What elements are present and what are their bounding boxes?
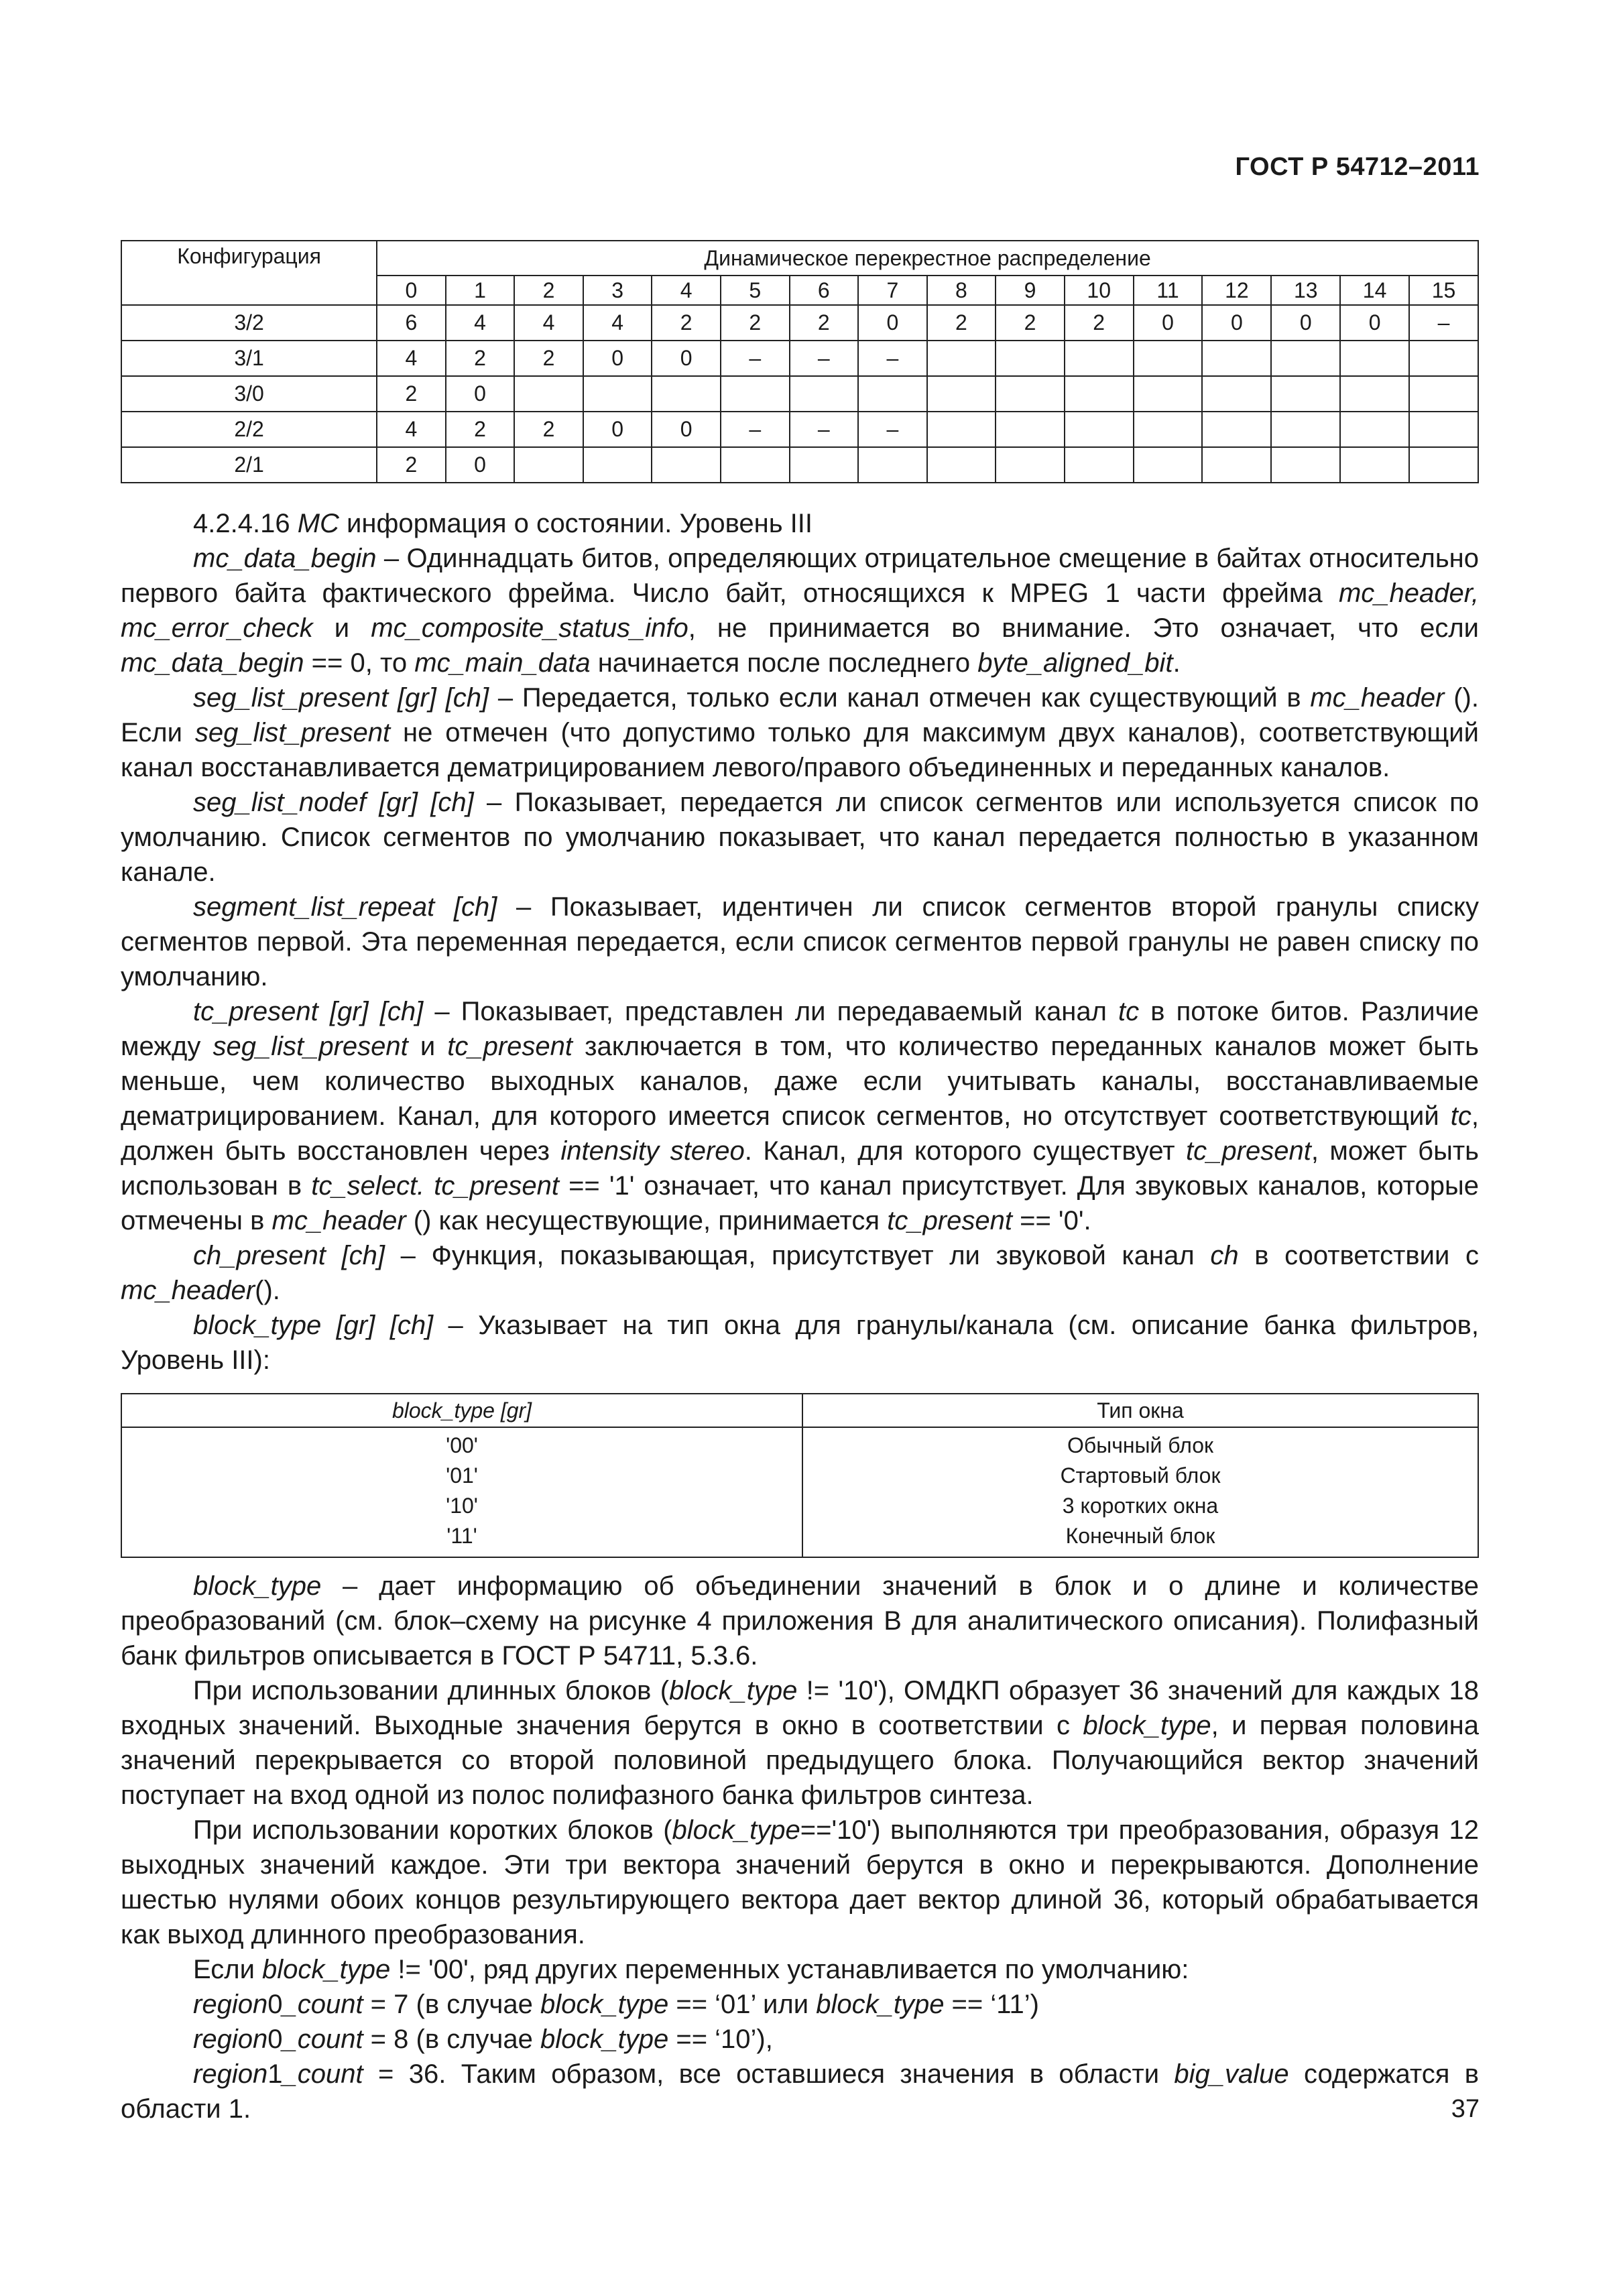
- document-id: ГОСТ Р 54712–2011: [1235, 153, 1480, 181]
- para-ch-present: ch_present [ch] – Функция, показывающая, присутствует ли звуковой канал ch в соответствии с mc_header().: [121, 1241, 1479, 1305]
- para-region0-8: region0_count = 8 (в случае block_type == ‘10’),: [193, 2025, 773, 2054]
- value-cell: [790, 376, 859, 412]
- value-cell: –: [790, 412, 859, 447]
- table-row: [121, 376, 1478, 412]
- value-cell: [1202, 376, 1271, 412]
- value-cell: [1340, 341, 1409, 376]
- code-cell: '01': [446, 1463, 478, 1488]
- config-label: 3/2: [121, 305, 377, 341]
- value-cell: 0: [1134, 305, 1203, 341]
- index-cell: 4: [652, 276, 721, 305]
- value-cell: 2: [721, 305, 790, 341]
- value-cell: 0: [583, 412, 652, 447]
- index-cell: 5: [721, 276, 790, 305]
- value-cell: [996, 341, 1065, 376]
- value-cell: [996, 376, 1065, 412]
- window-types: [802, 1427, 1478, 1557]
- value-cell: 0: [652, 341, 721, 376]
- config-label: 3/1: [121, 341, 377, 376]
- table-row: [121, 341, 1478, 376]
- value-cell: 2: [652, 305, 721, 341]
- para-long-blocks: При использовании длинных блоков (block_type != '10'), ОМДКП образует 36 значений для каждых 18 входных значений. Выходные значения берутся в окно в соответствии с block_type, и первая половина значений перекрывается со второй половиной предыдущего блока. Получающийся вектор значений поступает на вход одной из полос полифазного банка фильтров синтеза.: [121, 1676, 1479, 1810]
- code-cell: '00': [446, 1433, 478, 1457]
- value-cell: [583, 376, 652, 412]
- index-cell: 8: [927, 276, 996, 305]
- value-cell: 0: [446, 376, 515, 412]
- dynamic-crosstalk-table: [121, 240, 1479, 483]
- value-cell: –: [790, 341, 859, 376]
- value-cell: [652, 376, 721, 412]
- value-cell: 0: [446, 447, 515, 483]
- header-block-type: block_type [gr]: [121, 1394, 802, 1427]
- value-cell: [721, 376, 790, 412]
- value-cell: [1409, 447, 1478, 483]
- para-mc-data-begin: mc_data_begin – Одиннадцать битов, определяющих отрицательное смещение в байтах относительно первого байта фактического фрейма. Число байт, относящихся к MPEG 1 части фрейма mc_header, mc_error_check и mc_composite_status_info, не принимается во внимание. Это означает, что если mc_data_begin == 0, то mc_main_data начинается после последнего byte_aligned_bit.: [121, 544, 1479, 678]
- value-cell: 2: [377, 376, 446, 412]
- index-cell: 0: [377, 276, 446, 305]
- value-cell: 4: [377, 341, 446, 376]
- header-config: Конфигурация: [121, 241, 377, 305]
- value-cell: 0: [858, 305, 927, 341]
- value-cell: [721, 447, 790, 483]
- para-block-type-info: block_type – дает информацию об объединении значений в блок и о длине и количестве преобразований (см. блок–схему на рисунке 4 приложения В для аналитического описания). Полифазный банк фильтров описывается в ГОСТ Р 54711, 5.3.6.: [121, 1571, 1479, 1671]
- text-block-1: [121, 506, 1479, 1378]
- value-cell: –: [858, 412, 927, 447]
- value-cell: 2: [1065, 305, 1134, 341]
- para-block-type: block_type [gr] [ch] – Указывает на тип окна для гранулы/канала (см. описание банка фильтров, Уровень III):: [121, 1311, 1480, 1375]
- value-cell: [858, 376, 927, 412]
- table-row: [121, 412, 1478, 447]
- block-type-codes: [121, 1427, 802, 1557]
- value-cell: [1409, 376, 1478, 412]
- value-cell: 0: [1271, 305, 1340, 341]
- value-cell: 2: [927, 305, 996, 341]
- value-cell: 2: [790, 305, 859, 341]
- type-cell: 3 коротких окна: [1062, 1494, 1219, 1518]
- index-cell: 13: [1271, 276, 1340, 305]
- index-cell: 1: [446, 276, 515, 305]
- code-cell: '11': [446, 1524, 477, 1548]
- value-cell: [927, 376, 996, 412]
- value-cell: [1271, 412, 1340, 447]
- para-seg-list-nodef: seg_list_nodef [gr] [ch] – Показывает, передается ли список сегментов или используется список по умолчанию. Список сегментов по умолчанию показывает, что канал передается полностью в указанном канале.: [121, 788, 1479, 887]
- value-cell: [1340, 376, 1409, 412]
- index-cell: 2: [514, 276, 583, 305]
- value-cell: [652, 447, 721, 483]
- block-type-table: [121, 1393, 1479, 1558]
- value-cell: 0: [1340, 305, 1409, 341]
- para-segment-list-repeat: segment_list_repeat [ch] – Показывает, идентичен ли список сегментов второй гранулы списку сегментов первой. Эта переменная передается, если список сегментов первой гранулы не равен списку по умолчанию.: [121, 892, 1479, 991]
- value-cell: 4: [514, 305, 583, 341]
- value-cell: 2: [446, 341, 515, 376]
- value-cell: –: [721, 412, 790, 447]
- type-cell: Конечный блок: [1065, 1524, 1215, 1548]
- value-cell: [927, 412, 996, 447]
- config-label: 2/1: [121, 447, 377, 483]
- index-cell: 15: [1409, 276, 1478, 305]
- header-dynamic: Динамическое перекрестное распределение: [377, 241, 1478, 276]
- table-row: [121, 447, 1478, 483]
- value-cell: [858, 447, 927, 483]
- value-cell: [1134, 447, 1203, 483]
- value-cell: [1065, 376, 1134, 412]
- type-cell: Стартовый блок: [1060, 1463, 1221, 1488]
- value-cell: [583, 447, 652, 483]
- value-cell: –: [1409, 305, 1478, 341]
- value-cell: [1202, 341, 1271, 376]
- value-cell: 0: [583, 341, 652, 376]
- type-cell: Обычный блок: [1067, 1433, 1214, 1457]
- value-cell: 0: [652, 412, 721, 447]
- text-block-2: [121, 1569, 1479, 2126]
- value-cell: [1065, 341, 1134, 376]
- value-cell: [790, 447, 859, 483]
- value-cell: 2: [996, 305, 1065, 341]
- config-label: 2/2: [121, 412, 377, 447]
- index-cell: 9: [996, 276, 1065, 305]
- value-cell: [1202, 447, 1271, 483]
- section-heading: 4.2.4.16 MC информация о состоянии. Уровень III: [193, 509, 813, 538]
- value-cell: 2: [514, 412, 583, 447]
- index-cell: 10: [1065, 276, 1134, 305]
- index-cell: 14: [1340, 276, 1409, 305]
- value-cell: [1271, 447, 1340, 483]
- value-cell: 2: [377, 447, 446, 483]
- value-cell: [1134, 341, 1203, 376]
- page-number: 37: [1451, 2095, 1480, 2123]
- value-cell: 2: [446, 412, 515, 447]
- value-cell: [1340, 447, 1409, 483]
- index-cell: 6: [790, 276, 859, 305]
- value-cell: [1340, 412, 1409, 447]
- value-cell: 4: [446, 305, 515, 341]
- value-cell: [514, 376, 583, 412]
- value-cell: 4: [377, 412, 446, 447]
- index-cell: 12: [1202, 276, 1271, 305]
- value-cell: 0: [1202, 305, 1271, 341]
- config-label: 3/0: [121, 376, 377, 412]
- value-cell: [1134, 376, 1203, 412]
- value-cell: –: [721, 341, 790, 376]
- index-cell: 3: [583, 276, 652, 305]
- value-cell: [1065, 447, 1134, 483]
- para-seg-list-present: seg_list_present [gr] [ch] – Передается, только если канал отмечен как существующий в mc_header (). Если seg_list_present не отмечен (что допустимо только для максимум двух каналов), соответствующий канал восстанавливается дематрицированием левого/правого объединенных и переданных каналов.: [121, 683, 1479, 782]
- value-cell: [927, 447, 996, 483]
- header-window-type: Тип окна: [802, 1394, 1478, 1427]
- para-defaults: Если block_type != '00', ряд других переменных устанавливается по умолчанию:: [193, 1955, 1189, 1984]
- index-cell: 7: [858, 276, 927, 305]
- para-region1-36: region1_count = 36. Таким образом, все оставшиеся значения в области big_value содержатся в области 1.: [121, 2059, 1480, 2124]
- para-tc-present: tc_present [gr] [ch] – Показывает, представлен ли передаваемый канал tc в потоке битов. Различие между seg_list_present и tc_present заключается в том, что количество переданных каналов может быть меньше, чем количество выходных каналов, даже если учитывать каналы, восстанавливаемые дематрицированием. Канал, для которого имеется список сегментов, но отсутствует соответствующий tc, должен быть восстановлен через intensity stereo. Канал, для которого существует tc_present, может быть использован в tc_select. tc_present == '1' означает, что канал присутствует. Для звуковых каналов, которые отмечены в mc_header () как несуществующие, принимается tc_present == '0'.: [121, 997, 1480, 1235]
- value-cell: [1202, 412, 1271, 447]
- value-cell: [1065, 412, 1134, 447]
- para-short-blocks: При использовании коротких блоков (block_type=='10') выполняются три преобразования, образуя 12 выходных значений каждое. Эти три вектора значений берутся в окно и перекрываются. Дополнение шестью нулями обоих концов результирующего вектора дает вектор длиной 36, который обрабатывается как выход длинного преобразования.: [121, 1815, 1479, 1949]
- value-cell: [1271, 341, 1340, 376]
- value-cell: 6: [377, 305, 446, 341]
- value-cell: [996, 412, 1065, 447]
- value-cell: [1271, 376, 1340, 412]
- table-row: [121, 305, 1478, 341]
- value-cell: –: [858, 341, 927, 376]
- value-cell: 4: [583, 305, 652, 341]
- code-cell: '10': [446, 1494, 478, 1518]
- value-cell: [1134, 412, 1203, 447]
- para-region0-7: region0_count = 7 (в случае block_type == ‘01’ или block_type == ‘11’): [193, 1990, 1039, 2019]
- value-cell: [996, 447, 1065, 483]
- index-cell: 11: [1134, 276, 1203, 305]
- value-cell: [514, 447, 583, 483]
- value-cell: [927, 341, 996, 376]
- value-cell: [1409, 412, 1478, 447]
- value-cell: 2: [514, 341, 583, 376]
- value-cell: [1409, 341, 1478, 376]
